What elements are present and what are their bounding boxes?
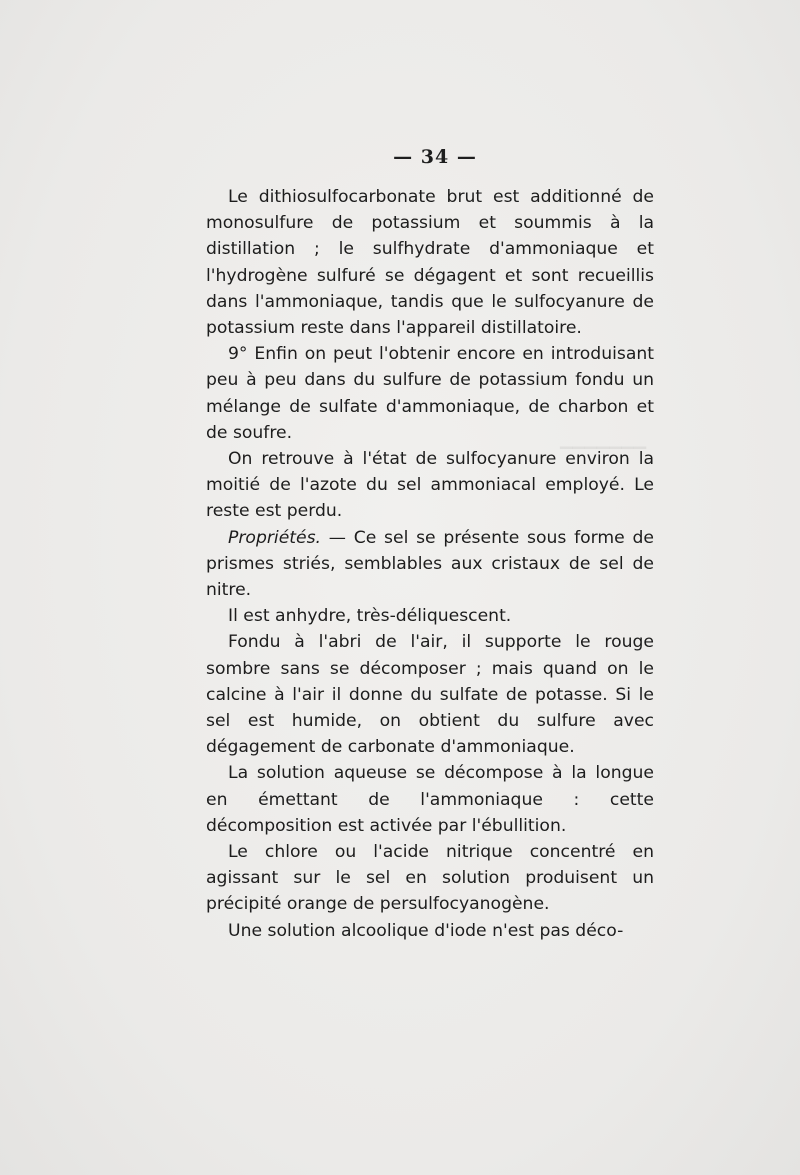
page-number: — 34 — (393, 146, 477, 168)
paragraph-7: La solution aqueuse se décompose à la longue en émettant de l'ammoniaque : cette décomposition est activée par l'ébullition. (206, 763, 654, 836)
paragraph-3: On retrouve à l'état de sulfocyanure environ la moitié de l'azote du sel ammoniacal employé. Le reste est perdu. (206, 449, 654, 522)
paragraph-1: Le dithiosulfocarbonate brut est additionné de monosulfure de potassium et soummis à la distillation ; le sulfhydrate d'ammoniaque et l'hydrogène sulfuré se dégagent et sont recueillis dans l'ammoniaque, tandis que le sulfocyanure de potassium reste dans l'appareil distillatoire. (206, 187, 654, 339)
page-body (206, 184, 654, 944)
paragraph-5: Il est anhydre, très-déliquescent. (228, 606, 512, 627)
paragraph-2: 9° Enfin on peut l'obtenir encore en introduisant peu à peu dans du sulfure de potassium fondu un mélange de sulfate d'ammoniaque, de charbon et de soufre. (206, 344, 654, 443)
paragraph-6: Fondu à l'abri de l'air, il supporte le rouge sombre sans se décomposer ; mais quand on le calcine à l'air il donne du sulfate de potasse. Si le sel est humide, on obtient du sulfure avec dégagement de carbonate d'ammoniaque. (206, 632, 654, 758)
paragraph-8: Le chlore ou l'acide nitrique concentré en agissant sur le sel en solution produisent un précipité orange de persulfocyanogène. (206, 842, 654, 915)
show-through-bleed: ▁▁▁▁▁▁▁ (560, 430, 647, 449)
paragraph-properties (206, 525, 654, 604)
properties-text: — Ce sel se présente sous forme de prismes striés, semblables aux cristaux de sel de nitre. (206, 527, 654, 601)
properties-label: Propriétés. (228, 527, 322, 548)
paragraph-9: Une solution alcoolique d'iode n'est pas déco- (228, 920, 624, 941)
